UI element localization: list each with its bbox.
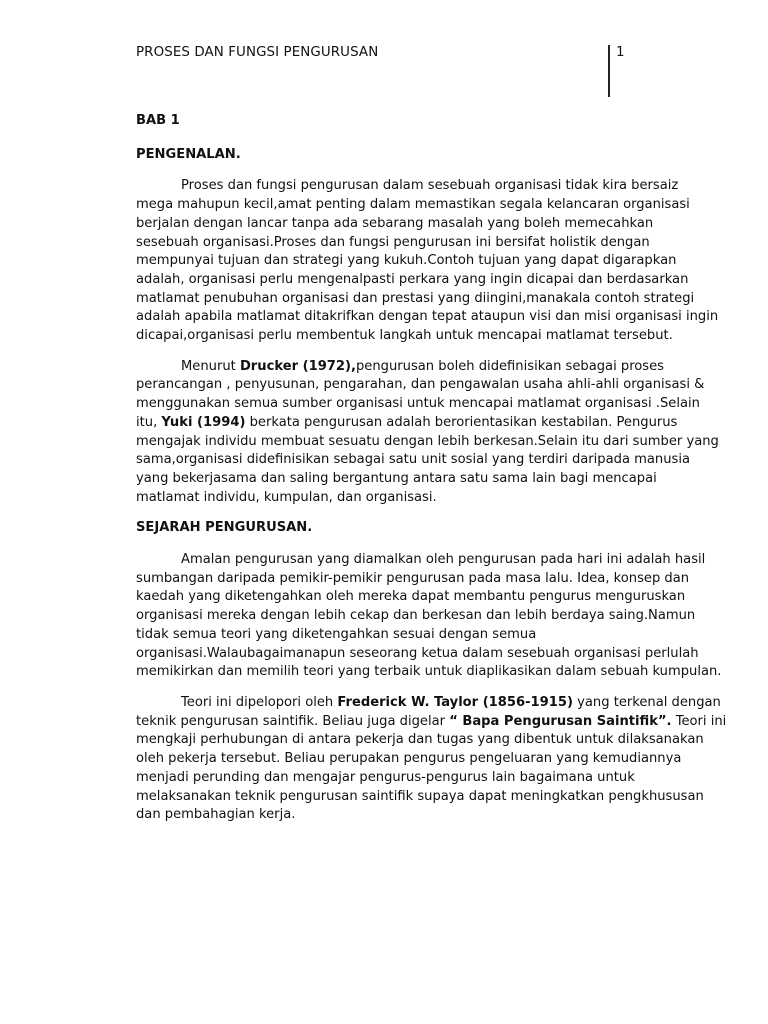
paragraph-line: Amalan pengurusan yang diamalkan oleh pengurusan pada hari ini adalah hasil — [181, 552, 706, 568]
citation-taylor: Frederick W. Taylor (1856-1915) — [337, 694, 573, 710]
section-heading-pengenalan: PENGENALAN. — [136, 146, 241, 162]
paragraph-line — [136, 694, 721, 713]
section-heading-sejarah: SEJARAH PENGURUSAN. — [136, 520, 313, 536]
paragraph-line — [136, 358, 681, 377]
paragraph-line: memikirkan dan memilih teori yang terbaik untuk diaplikasikan dalam sebuah kumpulan. — [136, 664, 722, 680]
paragraph-line: matlamat penubuhan organisasi dan prestasi yang diingini,manakala contoh strategi — [136, 290, 695, 306]
text-run: Menurut — [181, 358, 240, 374]
paragraph-line: sesebuah organisasi.Proses dan fungsi pengurusan ini bersifat holistik dengan — [136, 234, 650, 250]
text-run: Teori ini — [671, 713, 727, 729]
paragraph-definition — [136, 358, 719, 508]
text-run: itu, — [136, 414, 162, 430]
paragraph-line: melaksanakan teknik pengurusan saintifik supaya dapat meningkatkan pengkhususan — [136, 788, 704, 804]
text-run: Teori ini dipelopori oleh — [181, 694, 338, 710]
running-header-title: PROSES DAN FUNGSI PENGURUSAN — [136, 45, 379, 60]
text-run: berkata pengurusan adalah berorientasikan kestabilan. Pengurus — [245, 414, 678, 430]
paragraph-line: organisasi.Walaubagaimanapun seseorang ketua dalam sesebuah organisasi perlulah — [136, 645, 699, 661]
citation-yuki: Yuki (1994) — [161, 414, 246, 430]
chapter-heading: BAB 1 — [136, 113, 180, 128]
document-body — [136, 112, 727, 837]
paragraph-line: berjalan dengan lancar tanpa ada sebarang masalah yang boleh memecahkan — [136, 215, 654, 231]
paragraph-line: dan pembahagian kerja. — [136, 807, 296, 823]
paragraph-line: oleh pekerja tersebut. Beliau perupakan pengurus pengeluaran yang kemudiannya — [136, 751, 682, 767]
paragraph-line: mengajak individu membuat sesuatu dengan lebih berkesan.Selain itu dari sumber yang — [136, 433, 719, 449]
paragraph-line: dicapai,organisasi perlu membentuk langkah untuk mencapai matlamat tersebut. — [136, 328, 673, 344]
citation-drucker: Drucker (1972), — [239, 358, 356, 374]
paragraph-line — [136, 414, 681, 433]
paragraph-intro — [136, 177, 719, 345]
paragraph-line: mempunyai tujuan dan strategi yang kukuh.Contoh tujuan yang dapat digarapkan — [136, 253, 677, 269]
paragraph-line: kaedah yang diketengahkan oleh mereka dapat membantu pengurus menguruskan — [136, 589, 686, 605]
paragraph-line: menjadi perunding dan mengajar pengurus-pengurus lain bagaimana untuk — [136, 769, 635, 785]
text-run: teknik pengurusan saintifik. Beliau juga digelar — [136, 713, 450, 729]
paragraph-line: matlamat individu, kumpulan, dan organisasi. — [136, 489, 437, 505]
text-run: pengurusan boleh didefinisikan sebagai proses — [356, 358, 665, 374]
paragraph-line: adalah apabila matlamat ditakrifkan dengan tepat ataupun visi dan misi organisasi ingin — [136, 309, 719, 325]
paragraph-line: mega mahupun kecil,amat penting dalam memastikan segala kelancaran organisasi — [136, 197, 690, 213]
paragraph-line: Proses dan fungsi pengurusan dalam sesebuah organisasi tidak kira bersaiz — [181, 178, 679, 194]
paragraph-line: menggunakan semua sumber organisasi untuk mencapai matlamat organisasi .Selain — [136, 396, 700, 412]
paragraph-line: organisasi mereka dengan lebih cekap dan berkesan dan lebih berdaya saing.Namun — [136, 608, 696, 624]
paragraph-line: adalah, organisasi perlu mengenalpasti perkara yang ingin dicapai dan berdasarkan — [136, 271, 689, 287]
paragraph-line: yang bekerjasama dan saling bergantung antara satu sama lain bagi mencapai — [136, 470, 657, 486]
paragraph-history — [136, 551, 722, 682]
header-divider — [608, 45, 610, 97]
paragraph-line — [136, 713, 727, 732]
title-bapa-pengurusan: “ Bapa Pengurusan Saintifik”. — [449, 713, 672, 729]
paragraph-line: perancangan , penyusunan, pengarahan, dan pengawalan usaha ahli-ahli organisasi & — [136, 377, 705, 393]
paragraph-line: tidak semua teori yang diketengahkan sesuai dengan semua — [136, 626, 537, 642]
paragraph-line: mengkaji perhubungan di antara pekerja dan tugas yang dibentuk untuk dilaksanakan — [136, 732, 704, 748]
text-run: yang terkenal dengan — [572, 694, 721, 710]
page-number: 1 — [616, 45, 625, 60]
paragraph-taylor — [136, 694, 727, 825]
paragraph-line: sumbangan daripada pemikir-pemikir pengurusan pada masa lalu. Idea, konsep dan — [136, 570, 690, 586]
paragraph-line: sama,organisasi didefinisikan sebagai satu unit sosial yang terdiri daripada manusia — [136, 452, 690, 468]
